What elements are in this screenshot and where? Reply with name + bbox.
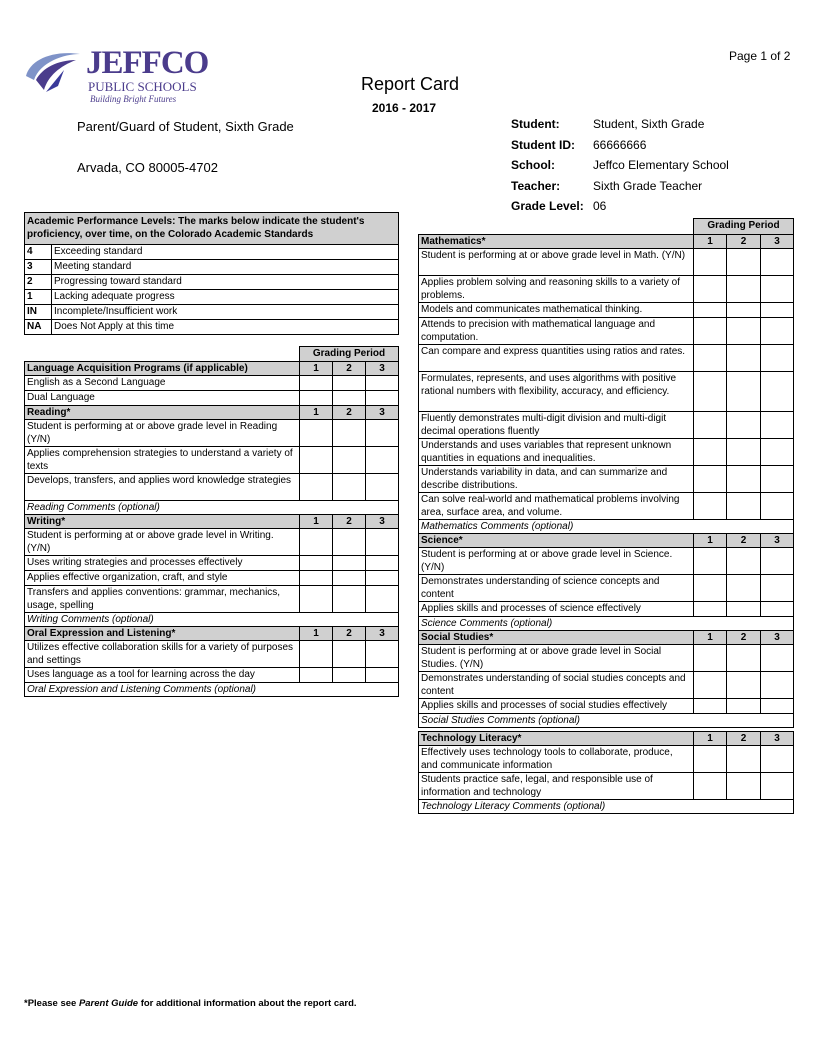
grade-cell xyxy=(333,420,366,447)
grade-cell xyxy=(300,447,333,474)
grade-cell xyxy=(366,529,399,556)
science-section-title: Science* xyxy=(419,534,694,548)
grade-cell xyxy=(366,447,399,474)
grade-cell xyxy=(333,586,366,613)
social-section-title: Social Studies* xyxy=(419,631,694,645)
student-info xyxy=(511,114,729,217)
grade-cell xyxy=(300,586,333,613)
legend-code: NA xyxy=(25,320,52,335)
footer-prefix: *Please see xyxy=(24,998,79,1009)
grade-cell xyxy=(761,493,794,520)
grade-cell xyxy=(694,672,727,699)
reading-item: Develops, transfers, and applies word knowledge strategies xyxy=(25,474,300,501)
grade-cell xyxy=(366,556,399,571)
tech-item: Effectively uses technology tools to collaborate, produce, and communicate information xyxy=(419,746,694,773)
student-id-row xyxy=(511,135,729,156)
period-header: 1 xyxy=(300,515,333,529)
math-item: Can solve real-world and mathematical problems involving area, surface area, and volume. xyxy=(419,493,694,520)
legend-code: 2 xyxy=(25,275,52,290)
legend-heading: Academic Performance Levels: The marks below indicate the student's proficiency, over time, on the Colorado Academic Standards xyxy=(25,213,399,245)
oral-item: Utilizes effective collaboration skills for a variety of purposes and settings xyxy=(25,641,300,668)
period-header: 3 xyxy=(366,515,399,529)
oral-section-title: Oral Expression and Listening* xyxy=(25,627,300,641)
oral-item: Uses language as a tool for learning across the day xyxy=(25,668,300,683)
teacher-value: Sixth Grade Teacher xyxy=(593,178,703,193)
grade-cell xyxy=(694,249,727,276)
grade-cell xyxy=(366,571,399,586)
grade-cell xyxy=(761,303,794,318)
grade-cell xyxy=(300,376,333,391)
grade-level-row xyxy=(511,196,729,217)
period-header: 3 xyxy=(761,732,794,746)
grade-cell xyxy=(761,412,794,439)
grade-cell xyxy=(366,641,399,668)
period-header: 2 xyxy=(333,515,366,529)
school-year: 2016 - 2017 xyxy=(372,101,437,115)
language-item: English as a Second Language xyxy=(25,376,300,391)
grade-cell xyxy=(366,474,399,501)
grade-cell xyxy=(761,672,794,699)
grade-cell xyxy=(761,699,794,714)
teacher-label: Teacher: xyxy=(511,178,561,193)
grade-cell xyxy=(727,412,761,439)
grade-cell xyxy=(366,391,399,406)
legend-code: IN xyxy=(25,305,52,320)
legend-desc: Progressing toward standard xyxy=(52,275,399,290)
language-row xyxy=(25,376,399,391)
period-header: 2 xyxy=(727,732,761,746)
grade-cell xyxy=(727,575,761,602)
tech-row xyxy=(419,773,794,800)
math-row xyxy=(419,412,794,439)
jeffco-logo xyxy=(86,46,208,105)
grade-cell xyxy=(727,276,761,303)
grade-cell xyxy=(694,412,727,439)
tech-row xyxy=(419,746,794,773)
right-grades-table xyxy=(418,218,794,814)
grade-cell xyxy=(727,493,761,520)
math-section-title: Mathematics* xyxy=(419,235,694,249)
legend-desc: Does Not Apply at this time xyxy=(52,320,399,335)
grade-cell xyxy=(727,466,761,493)
period-header: 2 xyxy=(727,631,761,645)
grade-cell xyxy=(333,571,366,586)
math-item: Models and communicates mathematical thinking. xyxy=(419,303,694,318)
oral-row xyxy=(25,668,399,683)
period-header: 3 xyxy=(366,362,399,376)
grade-cell xyxy=(694,699,727,714)
reading-item: Applies comprehension strategies to understand a variety of texts xyxy=(25,447,300,474)
grade-cell xyxy=(761,466,794,493)
jeffco-logo-swoosh xyxy=(24,46,86,103)
grade-cell xyxy=(694,303,727,318)
grade-cell xyxy=(300,391,333,406)
math-item: Applies problem solving and reasoning skills to a variety of problems. xyxy=(419,276,694,303)
math-row xyxy=(419,372,794,412)
grading-period-header: Grading Period xyxy=(694,219,794,235)
grade-cell xyxy=(727,249,761,276)
grade-cell xyxy=(333,376,366,391)
grading-period-header: Grading Period xyxy=(300,347,399,362)
guardian-address: Arvada, CO 80005-4702 xyxy=(77,160,218,175)
logo-name: JEFFCO xyxy=(86,45,209,81)
grade-cell xyxy=(694,372,727,412)
grade-cell xyxy=(333,641,366,668)
social-row xyxy=(419,645,794,672)
footer-suffix: for additional information about the report card. xyxy=(138,998,357,1009)
grade-cell xyxy=(727,645,761,672)
logo-tagline: Building Bright Futures xyxy=(90,94,177,104)
science-item: Student is performing at or above grade level in Science. (Y/N) xyxy=(419,548,694,575)
grade-cell xyxy=(761,318,794,345)
grade-cell xyxy=(300,641,333,668)
period-header: 2 xyxy=(333,627,366,641)
grade-cell xyxy=(300,529,333,556)
grade-cell xyxy=(727,699,761,714)
writing-section-title: Writing* xyxy=(25,515,300,529)
legend-desc: Lacking adequate progress xyxy=(52,290,399,305)
school-label: School: xyxy=(511,158,555,173)
social-item: Demonstrates understanding of social studies concepts and content xyxy=(419,672,694,699)
math-item: Understands variability in data, and can summarize and describe distributions. xyxy=(419,466,694,493)
period-header: 3 xyxy=(761,235,794,249)
grade-cell xyxy=(761,602,794,617)
school-row xyxy=(511,155,729,176)
science-row xyxy=(419,602,794,617)
writing-row xyxy=(25,586,399,613)
period-header: 2 xyxy=(333,362,366,376)
language-item: Dual Language xyxy=(25,391,300,406)
student-label: Student: xyxy=(511,117,560,132)
grade-cell xyxy=(761,645,794,672)
grade-cell xyxy=(694,645,727,672)
legend-desc: Meeting standard xyxy=(52,260,399,275)
math-row xyxy=(419,249,794,276)
grade-cell xyxy=(727,345,761,372)
math-item: Understands and uses variables that represent unknown quantities in equations and inequalities. xyxy=(419,439,694,466)
math-row xyxy=(419,466,794,493)
grade-cell xyxy=(761,575,794,602)
parent-guide-link: Parent Guide xyxy=(78,998,139,1009)
grade-cell xyxy=(300,668,333,683)
tech-section-title: Technology Literacy* xyxy=(419,732,694,746)
period-header: 1 xyxy=(694,534,727,548)
language-section-title: Language Acquisition Programs (if applicable) xyxy=(25,362,300,376)
writing-row xyxy=(25,556,399,571)
grade-cell xyxy=(694,439,727,466)
grade-cell xyxy=(761,548,794,575)
period-header: 2 xyxy=(727,534,761,548)
math-row xyxy=(419,318,794,345)
social-item: Applies skills and processes of social studies effectively xyxy=(419,699,694,714)
student-id-label: Student ID: xyxy=(511,137,575,152)
legend-code: 1 xyxy=(25,290,52,305)
grade-cell xyxy=(727,303,761,318)
oral-comments: Oral Expression and Listening Comments (optional) xyxy=(25,683,399,697)
grade-cell xyxy=(694,466,727,493)
page-number: Page 1 of 2 xyxy=(729,49,791,63)
math-row xyxy=(419,493,794,520)
tech-item: Students practice safe, legal, and responsible use of information and technology xyxy=(419,773,694,800)
period-header: 1 xyxy=(300,406,333,420)
writing-item: Student is performing at or above grade level in Writing. (Y/N) xyxy=(25,529,300,556)
writing-comments: Writing Comments (optional) xyxy=(25,613,399,627)
legend-code: 4 xyxy=(25,245,52,260)
reading-row xyxy=(25,447,399,474)
period-header: 2 xyxy=(727,235,761,249)
social-row xyxy=(419,699,794,714)
grade-cell xyxy=(333,556,366,571)
grade-cell xyxy=(694,602,727,617)
grade-cell xyxy=(727,372,761,412)
grade-cell xyxy=(761,372,794,412)
grade-cell xyxy=(694,548,727,575)
period-header: 1 xyxy=(694,235,727,249)
grade-cell xyxy=(761,276,794,303)
period-header: 1 xyxy=(300,362,333,376)
math-item: Can compare and express quantities using ratios and rates. xyxy=(419,345,694,372)
math-row xyxy=(419,439,794,466)
performance-levels-legend xyxy=(24,212,399,335)
grade-cell xyxy=(333,474,366,501)
grade-cell xyxy=(727,746,761,773)
science-item: Applies skills and processes of science effectively xyxy=(419,602,694,617)
grade-cell xyxy=(333,447,366,474)
guardian-name: Parent/Guard of Student, Sixth Grade xyxy=(77,119,294,134)
legend-code: 3 xyxy=(25,260,52,275)
page-title: Report Card xyxy=(361,74,460,94)
writing-item: Applies effective organization, craft, and style xyxy=(25,571,300,586)
period-header: 3 xyxy=(761,631,794,645)
grade-cell xyxy=(694,575,727,602)
period-header: 1 xyxy=(694,732,727,746)
grade-cell xyxy=(761,746,794,773)
grade-cell xyxy=(366,376,399,391)
period-header: 3 xyxy=(366,406,399,420)
grade-cell xyxy=(300,420,333,447)
grade-cell xyxy=(366,668,399,683)
science-comments: Science Comments (optional) xyxy=(419,617,794,631)
student-id-value: 66666666 xyxy=(593,137,647,152)
math-row xyxy=(419,345,794,372)
writing-row xyxy=(25,571,399,586)
period-header: 2 xyxy=(333,406,366,420)
math-item: Formulates, represents, and uses algorithms with positive rational numbers with flexibility, accuracy, and efficiency. xyxy=(419,372,694,412)
grade-cell xyxy=(694,318,727,345)
period-header: 3 xyxy=(761,534,794,548)
legend-desc: Incomplete/Insufficient work xyxy=(52,305,399,320)
social-comments: Social Studies Comments (optional) xyxy=(419,714,794,728)
grade-cell xyxy=(727,602,761,617)
teacher-row xyxy=(511,176,729,197)
grade-cell xyxy=(333,391,366,406)
writing-row xyxy=(25,529,399,556)
footer-note xyxy=(24,998,357,1009)
oral-row xyxy=(25,641,399,668)
grade-cell xyxy=(694,276,727,303)
language-row xyxy=(25,391,399,406)
period-header: 1 xyxy=(300,627,333,641)
writing-item: Uses writing strategies and processes effectively xyxy=(25,556,300,571)
math-item: Attends to precision with mathematical language and computation. xyxy=(419,318,694,345)
grade-cell xyxy=(694,493,727,520)
grade-cell xyxy=(366,420,399,447)
legend-desc: Exceeding standard xyxy=(52,245,399,260)
reading-item: Student is performing at or above grade level in Reading (Y/N) xyxy=(25,420,300,447)
grade-cell xyxy=(727,548,761,575)
reading-comments: Reading Comments (optional) xyxy=(25,501,399,515)
grade-cell xyxy=(694,773,727,800)
grade-cell xyxy=(333,668,366,683)
grade-cell xyxy=(761,345,794,372)
social-row xyxy=(419,672,794,699)
grade-cell xyxy=(727,773,761,800)
logo-subtitle: PUBLIC SCHOOLS xyxy=(88,79,197,94)
grade-cell xyxy=(300,571,333,586)
legend-heading-row xyxy=(25,213,399,245)
writing-item: Transfers and applies conventions: grammar, mechanics, usage, spelling xyxy=(25,586,300,613)
math-item: Student is performing at or above grade level in Math. (Y/N) xyxy=(419,249,694,276)
reading-section-title: Reading* xyxy=(25,406,300,420)
grade-cell xyxy=(694,345,727,372)
math-row xyxy=(419,276,794,303)
grade-cell xyxy=(727,318,761,345)
grade-cell xyxy=(333,529,366,556)
grade-cell xyxy=(366,586,399,613)
student-info-row xyxy=(511,114,729,135)
tech-comments: Technology Literacy Comments (optional) xyxy=(419,800,794,814)
math-row xyxy=(419,303,794,318)
science-item: Demonstrates understanding of science concepts and content xyxy=(419,575,694,602)
grade-cell xyxy=(300,556,333,571)
social-item: Student is performing at or above grade level in Social Studies. (Y/N) xyxy=(419,645,694,672)
grade-cell xyxy=(727,672,761,699)
period-header: 3 xyxy=(366,627,399,641)
reading-row xyxy=(25,474,399,501)
grade-cell xyxy=(694,746,727,773)
reading-row xyxy=(25,420,399,447)
math-item: Fluently demonstrates multi-digit division and multi-digit decimal operations fluently xyxy=(419,412,694,439)
science-row xyxy=(419,575,794,602)
math-comments: Mathematics Comments (optional) xyxy=(419,520,794,534)
grade-cell xyxy=(761,249,794,276)
grade-level-value: 06 xyxy=(593,199,607,214)
school-value: Jeffco Elementary School xyxy=(593,158,729,173)
grade-cell xyxy=(727,439,761,466)
grade-level-label: Grade Level: xyxy=(511,199,584,214)
science-row xyxy=(419,548,794,575)
period-header: 1 xyxy=(694,631,727,645)
grade-cell xyxy=(761,773,794,800)
left-grades-table xyxy=(24,346,399,697)
grade-cell xyxy=(761,439,794,466)
student-value: Student, Sixth Grade xyxy=(593,117,705,132)
grade-cell xyxy=(300,474,333,501)
